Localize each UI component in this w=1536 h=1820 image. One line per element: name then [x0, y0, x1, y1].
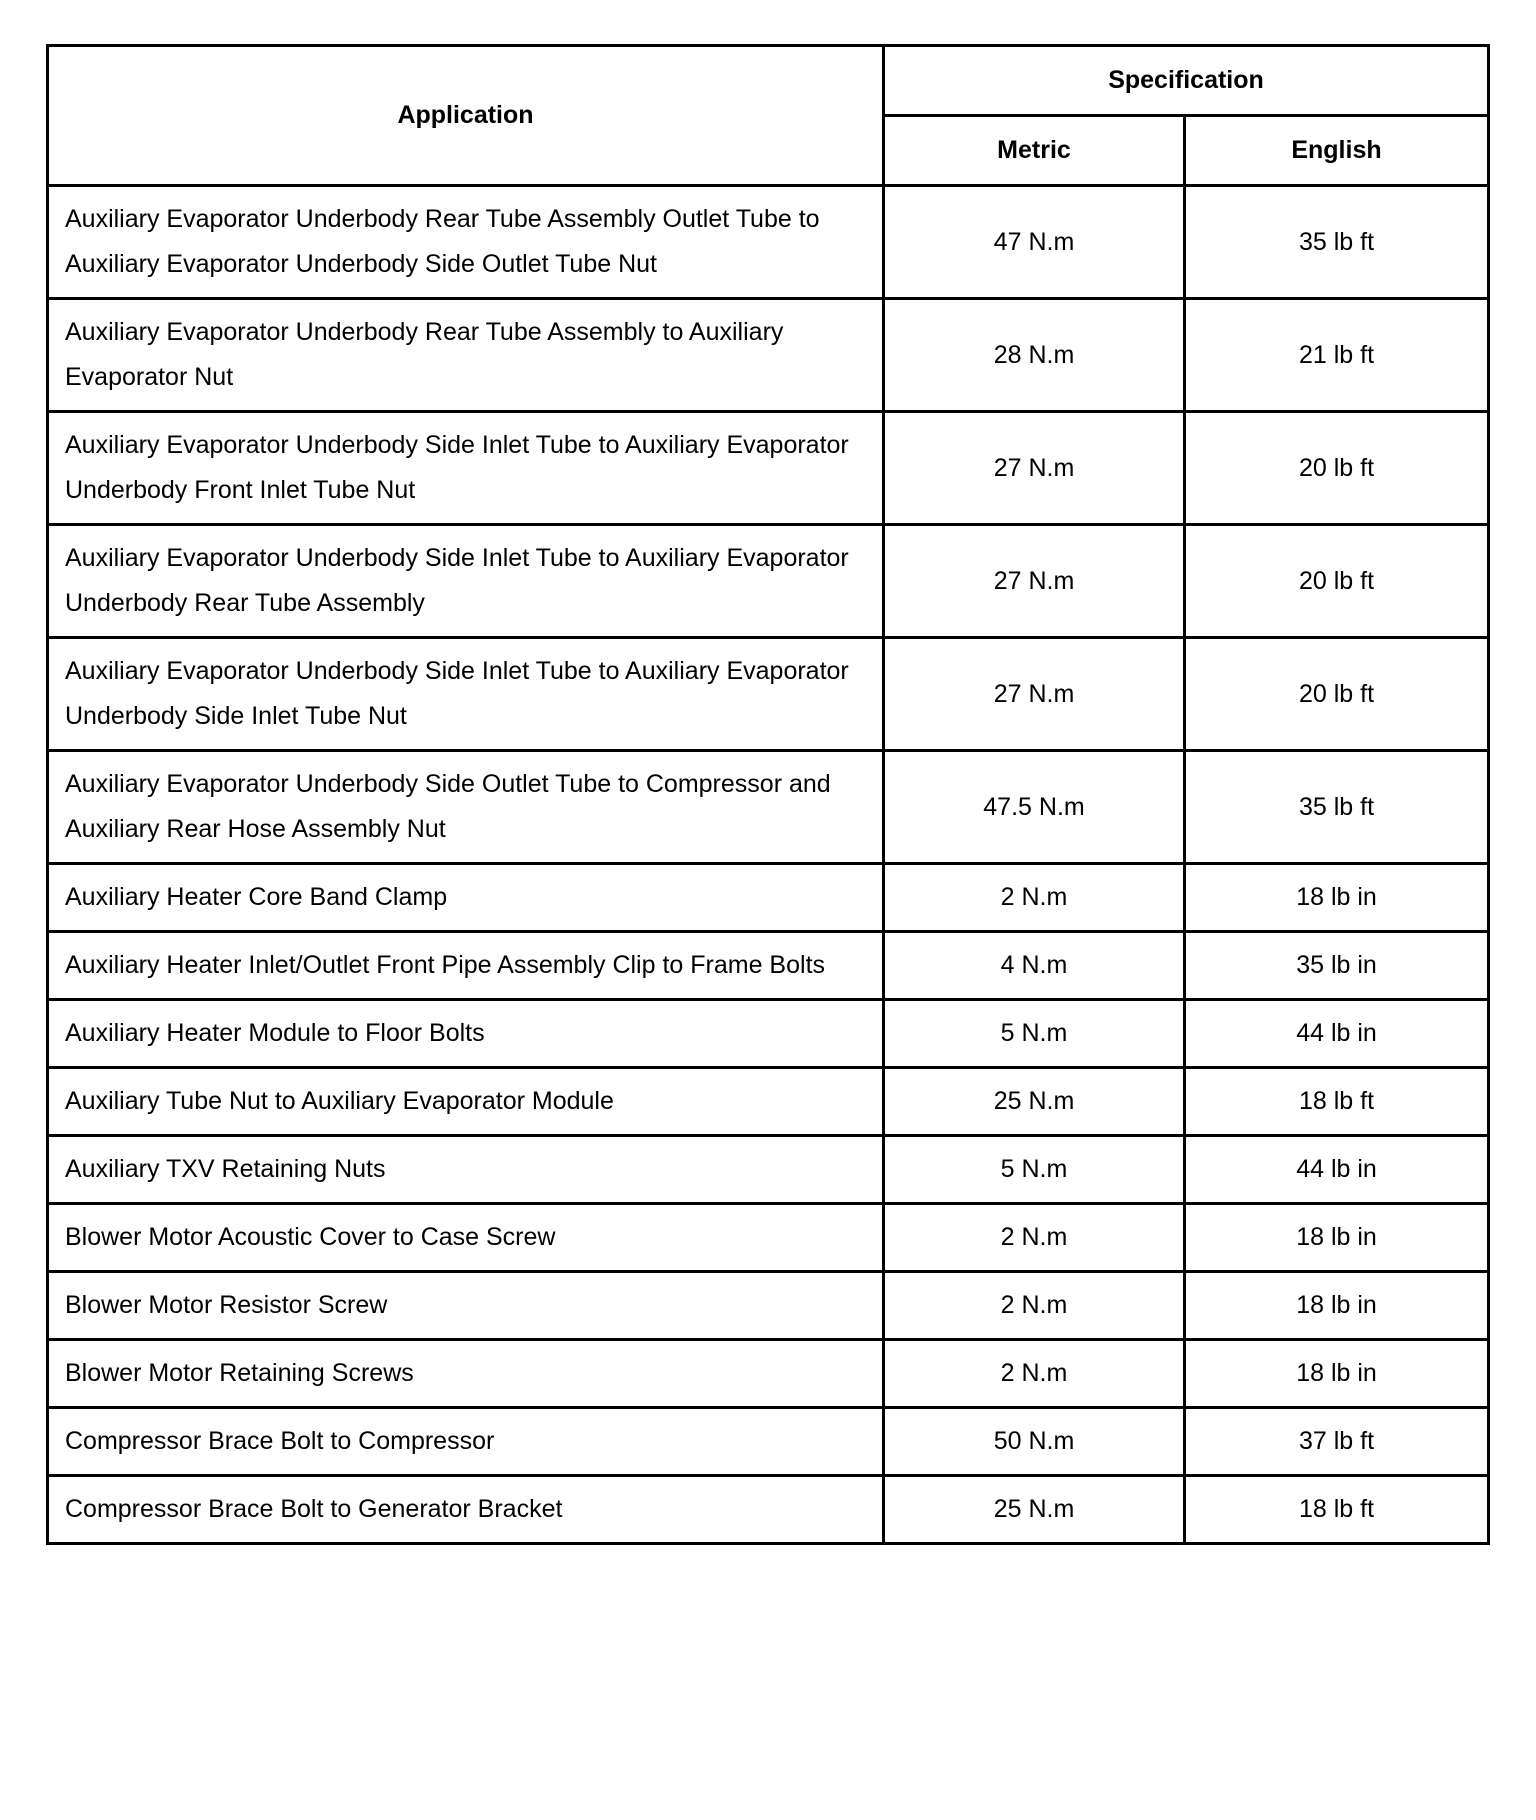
- application-cell: Auxiliary TXV Retaining Nuts: [48, 1136, 884, 1204]
- table-row: [48, 638, 1489, 751]
- table-row: [48, 1136, 1489, 1204]
- application-cell: Auxiliary Heater Inlet/Outlet Front Pipe Assembly Clip to Frame Bolts: [48, 932, 884, 1000]
- metric-cell: 47 N.m: [884, 186, 1185, 299]
- table-row: [48, 299, 1489, 412]
- english-cell: 35 lb in: [1185, 932, 1489, 1000]
- metric-cell: 50 N.m: [884, 1408, 1185, 1476]
- english-cell: 44 lb in: [1185, 1000, 1489, 1068]
- table-row: [48, 186, 1489, 299]
- english-cell: 20 lb ft: [1185, 412, 1489, 525]
- torque-specification-table: [46, 44, 1490, 1545]
- english-cell: 18 lb ft: [1185, 1068, 1489, 1136]
- english-cell: 18 lb in: [1185, 864, 1489, 932]
- metric-header: Metric: [884, 116, 1185, 186]
- english-cell: 18 lb in: [1185, 1272, 1489, 1340]
- header-row-top: [48, 46, 1489, 116]
- table-header: [48, 46, 1489, 186]
- table-row: [48, 412, 1489, 525]
- metric-cell: 2 N.m: [884, 864, 1185, 932]
- application-cell: Auxiliary Evaporator Underbody Side Inlet Tube to Auxiliary Evaporator Underbody Front Inlet Tube Nut: [48, 412, 884, 525]
- table-row: [48, 864, 1489, 932]
- english-cell: 21 lb ft: [1185, 299, 1489, 412]
- metric-cell: 27 N.m: [884, 412, 1185, 525]
- metric-cell: 5 N.m: [884, 1136, 1185, 1204]
- application-cell: Auxiliary Evaporator Underbody Side Inlet Tube to Auxiliary Evaporator Underbody Side Inlet Tube Nut: [48, 638, 884, 751]
- application-cell: Blower Motor Resistor Screw: [48, 1272, 884, 1340]
- application-cell: Blower Motor Acoustic Cover to Case Screw: [48, 1204, 884, 1272]
- specification-header: Specification: [884, 46, 1489, 116]
- metric-cell: 2 N.m: [884, 1272, 1185, 1340]
- application-cell: Compressor Brace Bolt to Generator Bracket: [48, 1476, 884, 1544]
- application-cell: Blower Motor Retaining Screws: [48, 1340, 884, 1408]
- table-row: [48, 1340, 1489, 1408]
- english-cell: 20 lb ft: [1185, 525, 1489, 638]
- table-row: [48, 1476, 1489, 1544]
- english-cell: 37 lb ft: [1185, 1408, 1489, 1476]
- table-row: [48, 1204, 1489, 1272]
- english-cell: 18 lb in: [1185, 1204, 1489, 1272]
- application-cell: Auxiliary Evaporator Underbody Rear Tube Assembly to Auxiliary Evaporator Nut: [48, 299, 884, 412]
- metric-cell: 2 N.m: [884, 1204, 1185, 1272]
- table-row: [48, 751, 1489, 864]
- table-row: [48, 932, 1489, 1000]
- table-row: [48, 1068, 1489, 1136]
- english-cell: 18 lb in: [1185, 1340, 1489, 1408]
- metric-cell: 25 N.m: [884, 1476, 1185, 1544]
- application-cell: Auxiliary Evaporator Underbody Side Inlet Tube to Auxiliary Evaporator Underbody Rear Tube Assembly: [48, 525, 884, 638]
- metric-cell: 25 N.m: [884, 1068, 1185, 1136]
- english-cell: 18 lb ft: [1185, 1476, 1489, 1544]
- metric-cell: 2 N.m: [884, 1340, 1185, 1408]
- table-row: [48, 1000, 1489, 1068]
- english-cell: 35 lb ft: [1185, 186, 1489, 299]
- application-header: Application: [48, 46, 884, 186]
- english-cell: 44 lb in: [1185, 1136, 1489, 1204]
- application-cell: Auxiliary Evaporator Underbody Rear Tube Assembly Outlet Tube to Auxiliary Evaporator Underbody Side Outlet Tube Nut: [48, 186, 884, 299]
- metric-cell: 47.5 N.m: [884, 751, 1185, 864]
- english-cell: 35 lb ft: [1185, 751, 1489, 864]
- metric-cell: 27 N.m: [884, 638, 1185, 751]
- application-cell: Auxiliary Tube Nut to Auxiliary Evaporator Module: [48, 1068, 884, 1136]
- table-row: [48, 1408, 1489, 1476]
- metric-cell: 28 N.m: [884, 299, 1185, 412]
- application-cell: Auxiliary Heater Module to Floor Bolts: [48, 1000, 884, 1068]
- application-cell: Auxiliary Heater Core Band Clamp: [48, 864, 884, 932]
- english-header: English: [1185, 116, 1489, 186]
- application-cell: Auxiliary Evaporator Underbody Side Outlet Tube to Compressor and Auxiliary Rear Hose Assembly Nut: [48, 751, 884, 864]
- table-row: [48, 525, 1489, 638]
- table-row: [48, 1272, 1489, 1340]
- metric-cell: 27 N.m: [884, 525, 1185, 638]
- metric-cell: 4 N.m: [884, 932, 1185, 1000]
- application-cell: Compressor Brace Bolt to Compressor: [48, 1408, 884, 1476]
- table-body: [48, 186, 1489, 1544]
- metric-cell: 5 N.m: [884, 1000, 1185, 1068]
- english-cell: 20 lb ft: [1185, 638, 1489, 751]
